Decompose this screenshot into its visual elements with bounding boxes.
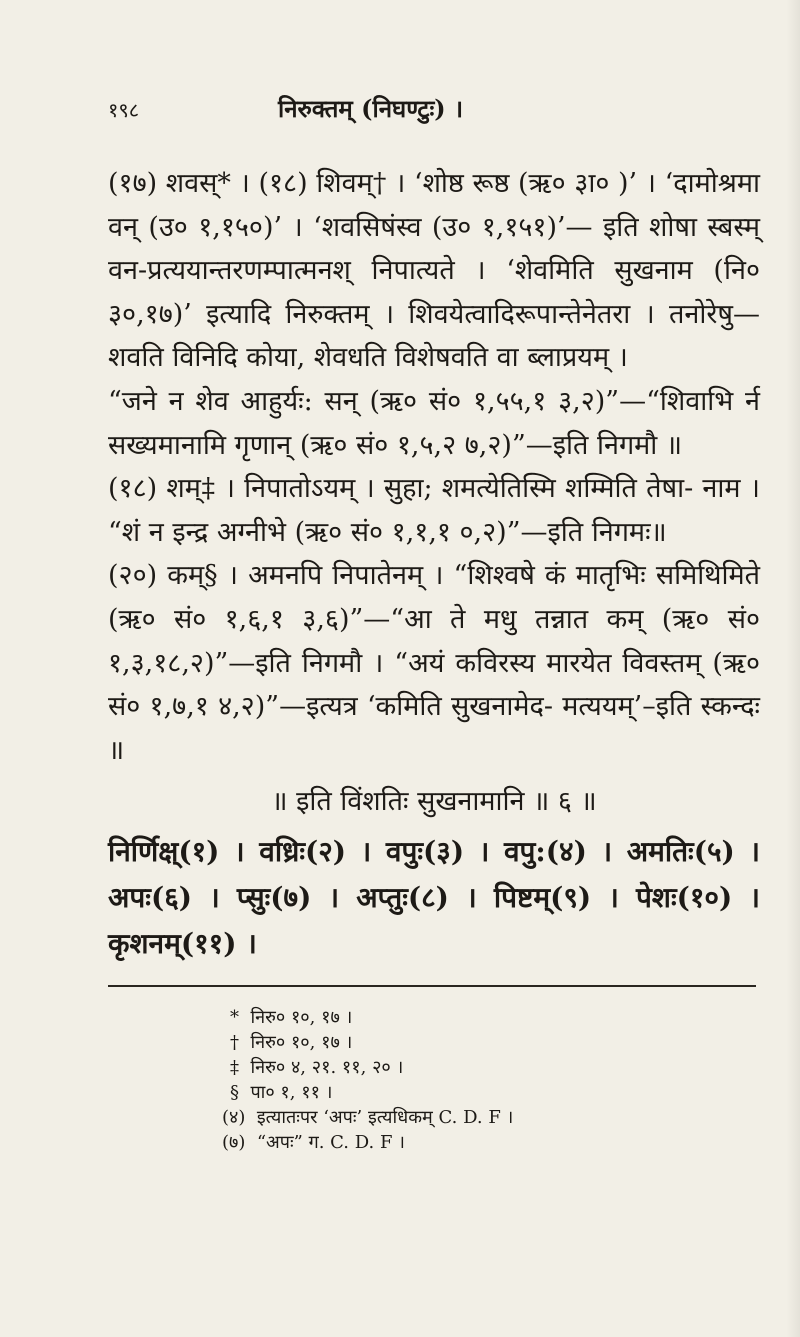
paragraph-19: (१८) शम्‡ । निपातोऽयम् । सुहा; शमत्येतिस्मि शम्मिति तेषा- नाम । “शं न इन्द्र अग्नीभे (ऋ० सं० १,१,१ ०,२)”—इति निगमः॥ (108, 473, 760, 548)
footnote-dagger: † निरु० १०, १७ । (230, 1032, 353, 1054)
footnotes (108, 1005, 760, 1155)
page-edge-shadow (786, 0, 800, 1337)
paragraph-17-18: (१७) शवस्* । (१८) शिवम्† । ‘शोष्ठ रूष्ठ (ऋ० ३ा० )’ । ‘दामोश्रमा वन् (उ० १,१५०)’ । ‘शवसिषंस्व (उ० १,१५१)’— इति शोषा स्बस्म् वन-प्रत्ययान्तरणम्पात्मनश् निपात्यते । ‘शेवमिति सुखनाम (नि० ३०,१७)’ इत्यादि निरुक्तम् । शिवयेत्वादिरूपान्तेनेतरा । तनोरेषु—शवति विनिदि कोया, शेवधति विशेषवति वा ब्लाप्रयम् । (108, 168, 760, 374)
running-head (108, 92, 760, 122)
paragraph-20: (२०) कम्§ । अमनपि निपातेनम् । “शिश्वषे कं मातृभिः समिथिमिते (ऋ० सं० १,६,१ ३,६)”—“आ ते मधु तन्नात कम् (ऋ० सं० १,३,१८,२)”—इति निगमौ । “अयं कविरस्य मारयेत विवस्तम् (ऋ० सं० १,७,१ ४,२)”—इत्यत्र ‘कमिति सुखनामेद- मत्ययम्’–इति स्कन्दः ॥ (108, 560, 760, 766)
footnote-section: § पा० १, ११ । (230, 1082, 333, 1104)
footnote-double-dagger: ‡ निरु० ४, २१. ११, २० । (230, 1057, 404, 1079)
body-text (108, 162, 760, 772)
vocabulary-list: निर्णिक्ष्(१) । वध्रिः(२) । वपुः(३) । वपु:(४) । अमतिः(५) । अपः(६) । प्सुः(७) । अप्तुः(८) । पिष्टम्(९) । पेशः(१०) । कृशनम्(११) । (108, 835, 760, 961)
footnote-variant-4: (४) इत्यातःपर ‘अपः’ इत्यधिकम् C. D. F । (222, 1107, 514, 1129)
section-closing-line: ॥ इति विंशतिः सुखनामानि ॥ ६ ॥ (271, 786, 597, 818)
paragraph-quotations: “जने न शेव आहुर्यः: सन् (ऋ० सं० १,५५,१ ३,२)”—“शिवाभि र्न सख्यमानामि गृणान् (ऋ० सं० १,५,२ ७,२)”—इति निगमौ ॥ (108, 385, 760, 461)
footnote-star: * निरु० १०, १७ । (230, 1007, 353, 1029)
footnote-divider (108, 985, 756, 987)
footnote-variant-7: (७) “अपः” ग. C. D. F । (222, 1132, 406, 1154)
page-number: १९८ (108, 98, 140, 122)
running-title: निरुक्तम् (निघण्टुः) । (278, 94, 464, 123)
